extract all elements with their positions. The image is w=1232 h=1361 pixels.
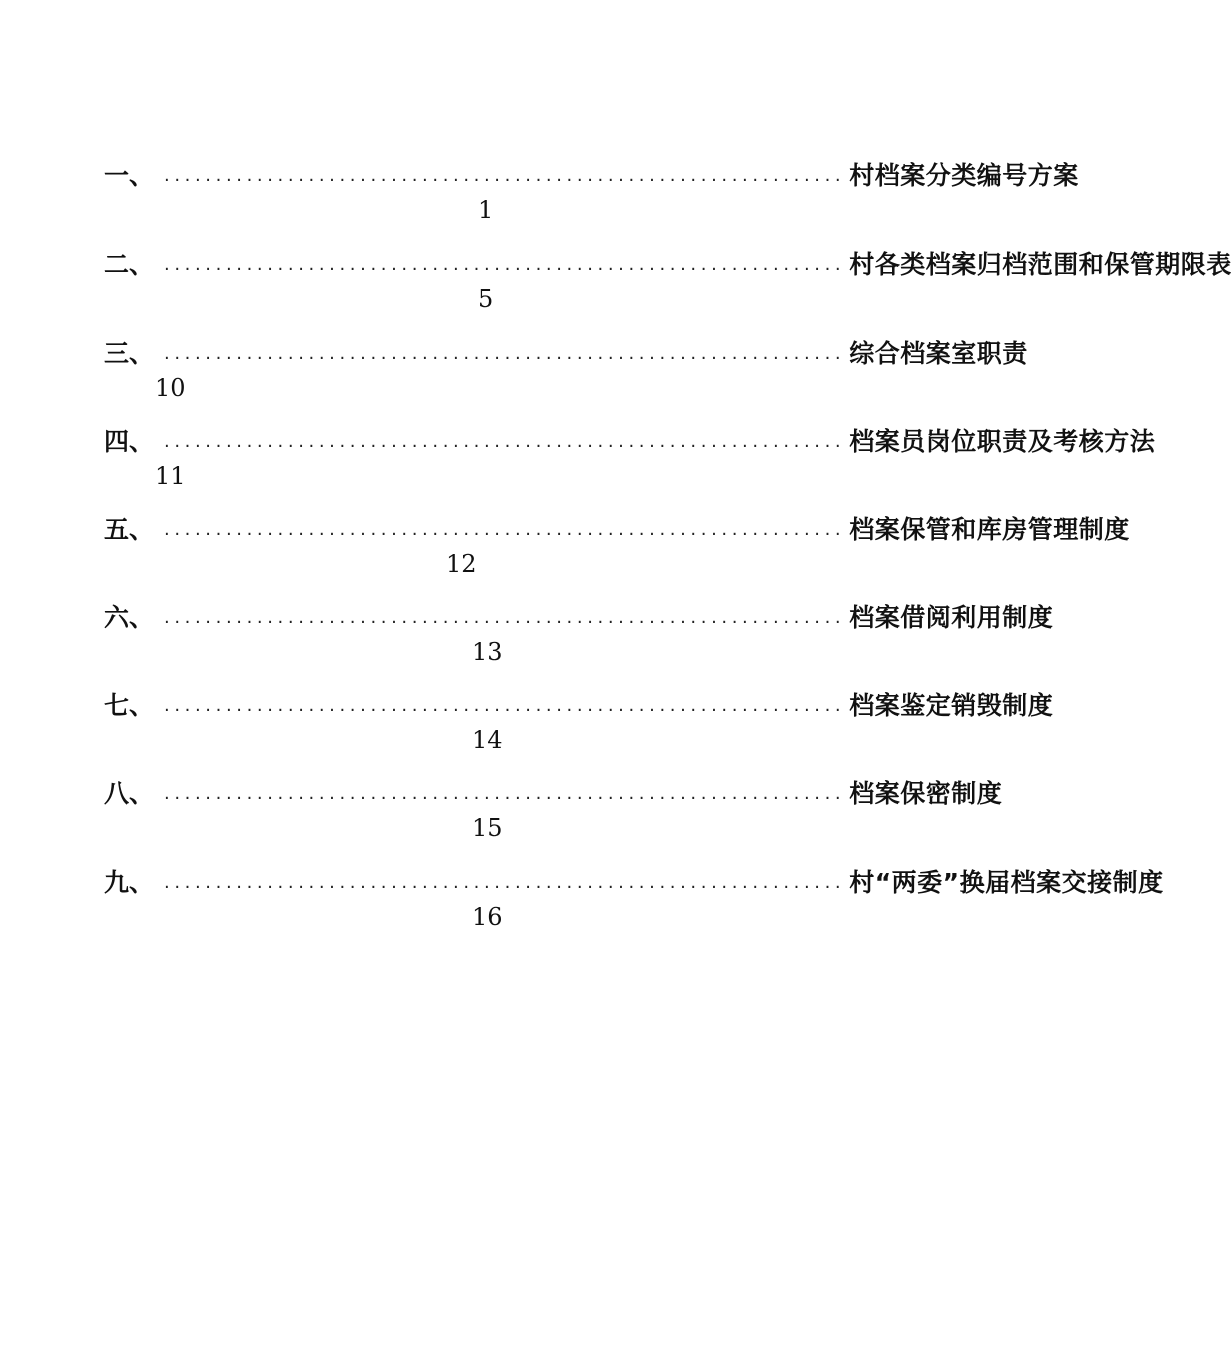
toc-entry	[0, 425, 1156, 505]
toc-dot-leader: ..................................................................	[164, 165, 846, 186]
toc-entry-page: 15	[472, 814, 503, 842]
toc-entry-number: 七、	[104, 691, 155, 720]
toc-dot-leader: ..................................................................	[164, 343, 846, 364]
toc-entry-title: 档案保密制度	[849, 779, 1003, 808]
toc-dot-leader: ..................................................................	[164, 519, 846, 540]
toc-entry	[0, 601, 1054, 681]
toc-entry-title: 档案借阅利用制度	[849, 603, 1054, 632]
toc-entry-number: 八、	[104, 779, 155, 808]
toc-entry	[0, 866, 1164, 946]
toc-dot-leader: ..................................................................	[164, 254, 846, 275]
toc-entry-page: 14	[472, 726, 503, 754]
toc-dot-leader: ..................................................................	[164, 607, 846, 628]
toc-entry-page: 11	[155, 462, 186, 490]
toc-dot-leader: ..................................................................	[164, 431, 846, 452]
toc-line	[104, 513, 1130, 547]
toc-entry	[0, 159, 1079, 239]
toc-entry	[0, 513, 1130, 593]
toc-entry-page: 12	[446, 550, 477, 578]
toc-entry-number: 一、	[104, 161, 155, 190]
toc-dot-leader: ..................................................................	[164, 872, 846, 893]
toc-entry-page: 13	[472, 638, 503, 666]
toc-entry-number: 九、	[104, 868, 155, 897]
toc-line	[104, 337, 1028, 371]
toc-entry-page: 1	[478, 196, 494, 224]
toc-entry-title: 村档案分类编号方案	[849, 161, 1079, 190]
toc-entry-title: 档案保管和库房管理制度	[849, 515, 1130, 544]
toc-entry-number: 五、	[104, 515, 155, 544]
toc-entry-title: 综合档案室职责	[849, 339, 1028, 368]
toc-line	[104, 248, 1232, 282]
toc-dot-leader: ..................................................................	[164, 783, 846, 804]
toc-entry-number: 四、	[104, 427, 155, 456]
toc-entry-number: 六、	[104, 603, 155, 632]
toc-line	[104, 866, 1164, 900]
toc-entry-title: 村“两委”换届档案交接制度	[849, 868, 1164, 897]
toc-entry-number: 二、	[104, 250, 155, 279]
toc-line	[104, 777, 1003, 811]
toc-line	[104, 159, 1079, 193]
toc-entry-page: 16	[472, 903, 503, 931]
toc-entry-number: 三、	[104, 339, 155, 368]
toc-entry	[0, 777, 1003, 857]
toc-dot-leader: ..................................................................	[164, 695, 846, 716]
toc-line	[104, 425, 1156, 459]
toc-entry	[0, 689, 1054, 769]
toc-entry	[0, 337, 1028, 417]
toc-entry-page: 10	[155, 374, 186, 402]
toc-entry-title: 档案员岗位职责及考核方法	[849, 427, 1156, 456]
toc-line	[104, 689, 1054, 723]
toc-line	[104, 601, 1054, 635]
toc-entry-title: 档案鉴定销毁制度	[849, 691, 1054, 720]
toc-entry	[0, 248, 1232, 328]
toc-entry-title: 村各类档案归档范围和保管期限表	[849, 250, 1232, 279]
toc-entry-page: 5	[478, 285, 494, 313]
